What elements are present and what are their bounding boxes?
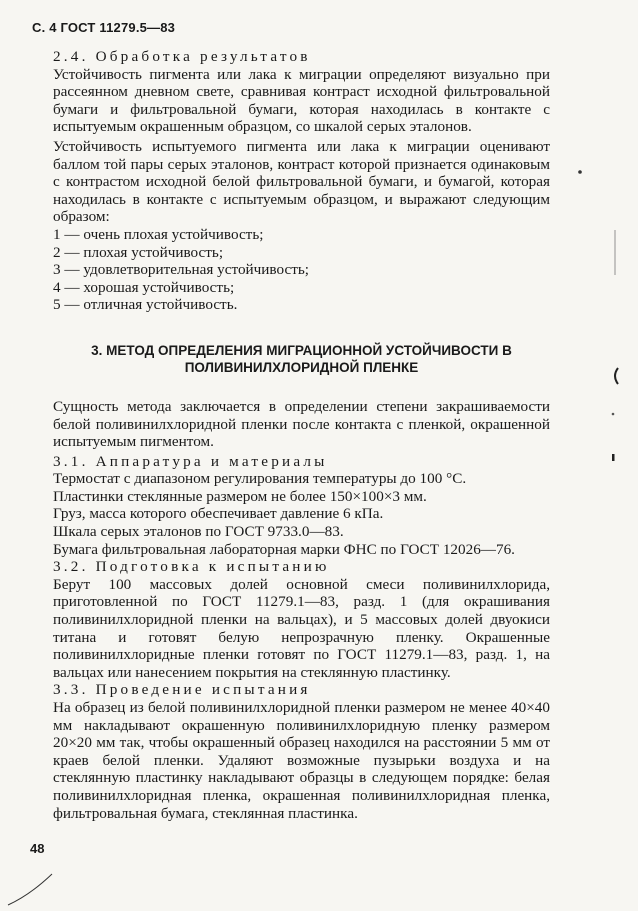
scale-item-1: 1 — очень плохая устойчивость;: [53, 225, 264, 243]
section-2-4-title: 2.4. Обработка результатов: [53, 48, 311, 65]
section-2-4-paragraph-2: Устойчивость испытуемого пигмента или лака к миграции оценивают баллом той пары серых эталонов, контраст которой признается одинаковым с контрастом исходной белой фильтровальной бумаги, и бумагой, которая находилась в контакте с испытуемым образцом, и выражают следующим образом:: [53, 137, 550, 226]
section-3-1-title: 3.1. Аппаратура и материалы: [53, 452, 328, 470]
scale-item-3: 3 — удовлетворительная устойчивость;: [53, 261, 309, 279]
page-number: 48: [30, 841, 45, 856]
scale-item-5: 5 — отличная устойчивость.: [53, 296, 238, 314]
section-3-3-text: На образец из белой поливинилхлоридной пленки размером не менее 40×40 мм накладывают окрашенную поливинилхлоридную пленку размером 20×20 мм так, чтобы окрашенный образец находился на расстоянии 5 мм от краев белой пленки. Удаляют возможные пузырьки воздуха и на стеклянную пластинку накладывают образцы в следующем порядке: белая поливинилхлоридная пленка, окрашенная поливинилхлоридная пленка, фильтровальная бумага, стеклянная пластинка.: [53, 699, 550, 822]
equipment-item-1: Термостат с диапазоном регулирования температуры до 100 °С.: [53, 470, 467, 488]
equipment-item-5: Бумага фильтровальная лабораторная марки ФНС по ГОСТ 12026—76.: [53, 540, 515, 558]
scan-mark-block: [612, 454, 615, 461]
signature-stroke: [8, 874, 52, 905]
section-2-4-paragraph-1: Устойчивость пигмента или лака к миграции определяют визуально при рассеянном дневном свете, сравнивая контраст исходной фильтровальной бумаги и фильтровальной бумаги, которая находилась в контакте с испытуемым окрашенным образцом, со шкалой серых эталонов.: [53, 65, 550, 136]
running-header: С. 4 ГОСТ 11279.5—83: [32, 20, 176, 35]
equipment-item-3: Груз, масса которого обеспечивает давление 6 кПа.: [53, 505, 384, 523]
scale-item-4: 4 — хорошая устойчивость;: [53, 278, 235, 296]
section-3-3-title: 3.3. Проведение испытания: [53, 681, 311, 699]
scale-item-2: 2 — плохая устойчивость;: [53, 243, 224, 261]
scan-dot: [578, 170, 582, 174]
equipment-item-2: Пластинки стеклянные размером не более 150×100×3 мм.: [53, 487, 427, 505]
section-3-2-text: Берут 100 массовых долей основной смеси поливинилхлорида, приготовленной по ГОСТ 11279.1—83, разд. 1 (для окрашивания поливинилхлоридной пленки на вальцах), и 5 массовых долей двуокиси титана и готовят белую непрозрачную пленку. Окрашенные поливинилхлоридные пленки готовят по ГОСТ 11279.1—83, разд. 1, на вальцах или нанесением покрытия на стеклянную пластинку.: [53, 575, 550, 681]
section-3-heading-line-1: 3. МЕТОД ОПРЕДЕЛЕНИЯ МИГРАЦИОННОЙ УСТОЙЧИВОСТИ В: [91, 342, 512, 358]
equipment-item-4: Шкала серых эталонов по ГОСТ 9733.0—83.: [53, 523, 344, 541]
scan-bracket-mark: [615, 368, 618, 384]
method-intro: Сущность метода заключается в определении степени закрашиваемости белой поливинилхлоридной пленки после контакта с пленкой, окрашенной испытуемым пигментом.: [53, 397, 550, 451]
section-3-heading: [53, 342, 550, 376]
scan-dot: [612, 413, 615, 416]
document-body: [53, 48, 550, 822]
section-3-heading-line-2: ПОЛИВИНИЛХЛОРИДНОЙ ПЛЕНКЕ: [184, 359, 419, 375]
section-3-2-title: 3.2. Подготовка к испытанию: [53, 558, 330, 576]
